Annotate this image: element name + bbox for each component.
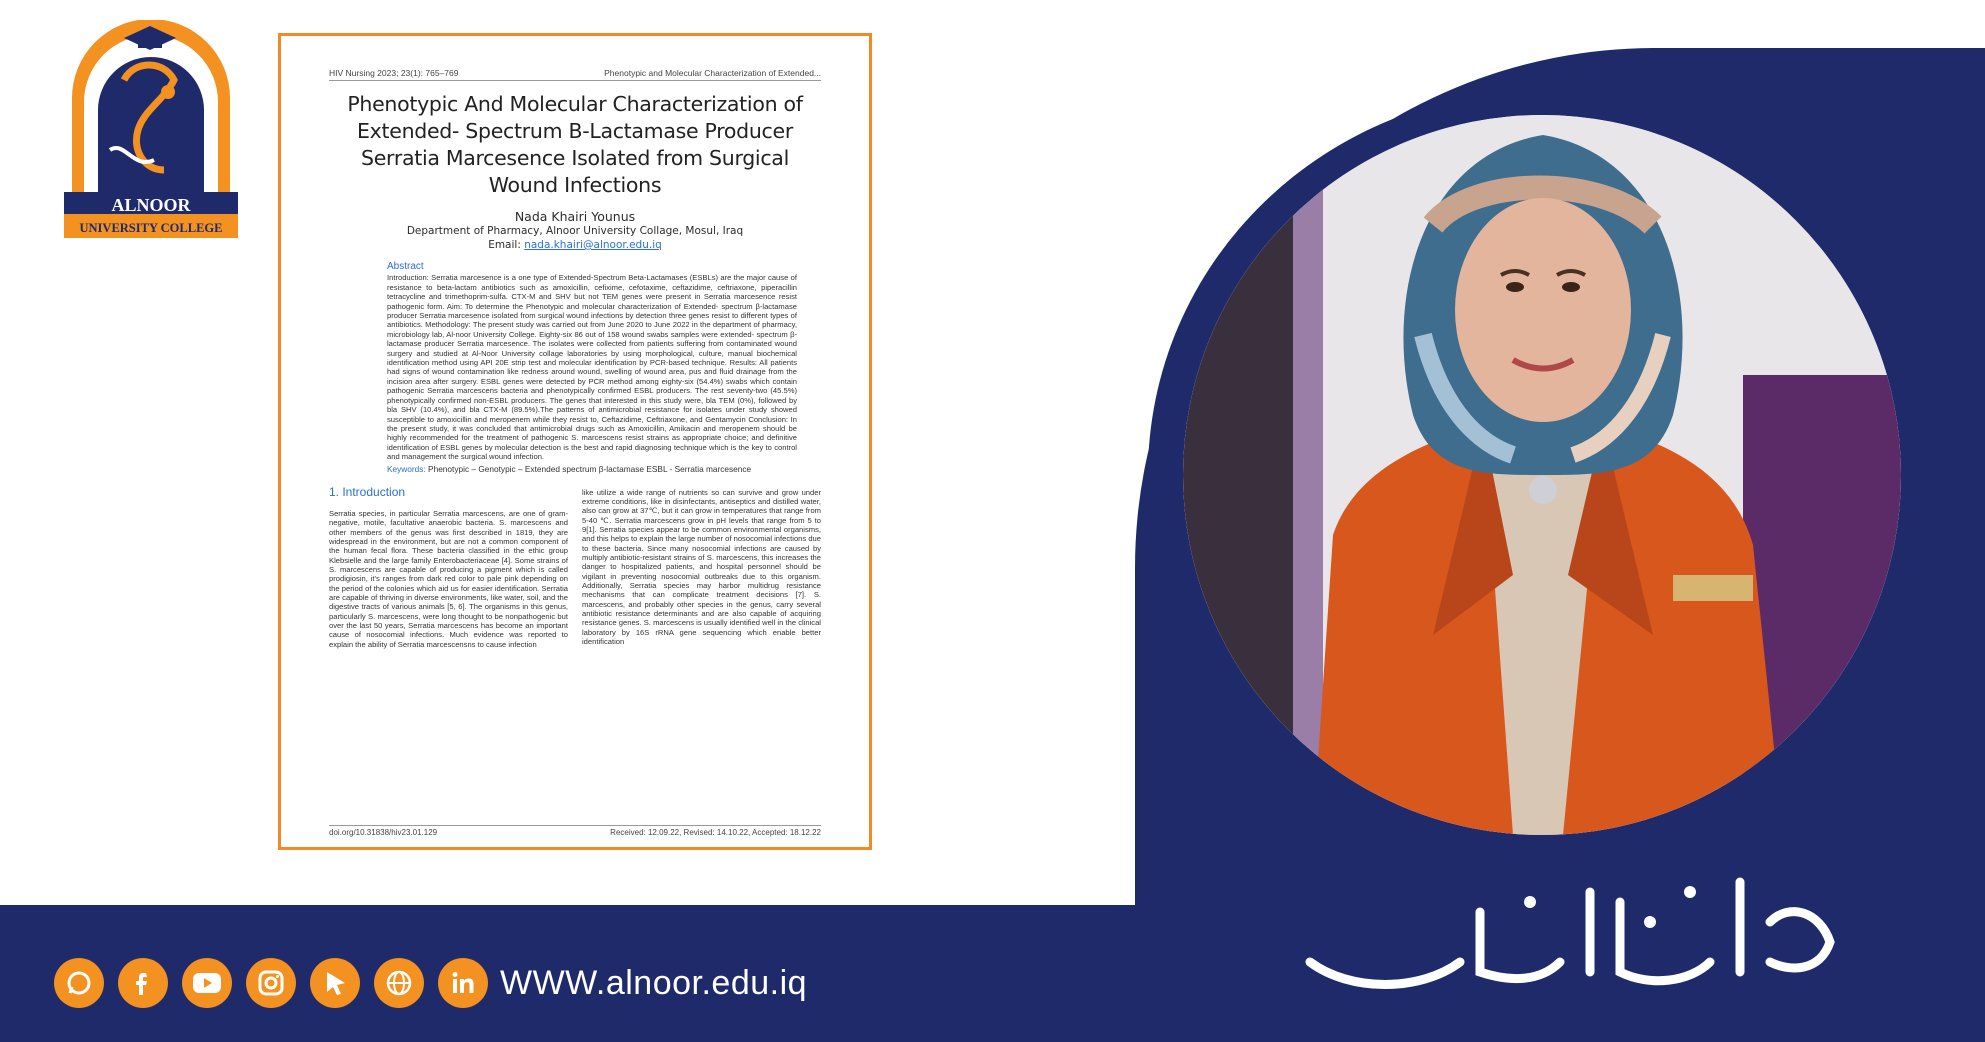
body-column-left [329,484,568,650]
abstract-heading: Abstract [387,261,424,272]
journal-ref: HIV Nursing 2023; 23(1): 765–769 [329,68,459,78]
abstract-block [387,262,797,462]
instagram-icon[interactable] [246,958,296,1008]
body-column-right: like utilize a wide range of nutrients so can survive and grow under extreme conditions, like in disinfectants, antiseptics and distilled water, also can grow at 37℃, but it can grow in temperatures that range from 5-40 ℃. Serratia marcescens grow in pH levels that range from 5 to 9[1]. Serratia species appear to be common environmental organisms, and this helps to explain the large number of nosocomial infections due to these bacteria. Since many nosocomial infections are caused by multiply antibiotic-resistant strains of S. marcescens, this increases the danger to hospitalized patients, and hospital personnel should be vigilant in preventing nosocomial outbreaks due to this organism. Additionally, Serratia species may harbor multidrug resistance mechanisms that can complicate treatment decisions [7]. S. marcescens, and probably other species in the genus, carry several antibiotic resistance determinants and are also capable of acquiring resistance genes. S. marcescens is usually identified well in the clinical laboratory by 16S rRNA gene sequencing which enable better identification [582,487,821,647]
website-url[interactable]: WWW.alnoor.edu.iq [500,963,808,1002]
paper-title: Phenotypic And Molecular Characterization of Extended- Spectrum B-Lactamase Producer Serratia Marcesence Isolated from Surgical Wound Infections [347,92,803,197]
section-heading: 1. Introduction [329,484,406,499]
youtube-icon[interactable] [182,958,232,1008]
keywords-label: Keywords: [387,463,426,474]
email-label: Email: [488,239,521,251]
whatsapp-icon[interactable] [54,958,104,1008]
body-columns [329,484,821,650]
paper-affiliation: Department of Pharmacy, Alnoor University Collage, Mosul, Iraq [406,225,744,237]
paper-header [329,68,821,81]
social-icons [54,958,488,1008]
running-title: Phenotypic and Molecular Characterization of Extended... [604,68,821,78]
alnoor-logo [64,20,238,238]
received-dates: Received: 12.09.22, Revised: 14.10.22, Accepted: 18.12.22 [610,828,821,837]
paper-page [278,33,872,850]
author-portrait [1183,115,1901,835]
logo-name: ALNOOR [111,195,191,215]
keywords-block [387,464,797,474]
email-link[interactable]: nada.khairi@alnoor.edu.iq [524,239,662,251]
facebook-icon[interactable] [118,958,168,1008]
cursor-icon[interactable] [310,958,360,1008]
globe-icon[interactable] [374,958,424,1008]
abstract-text: Introduction: Serratia marcesence is a one type of Extended-Spectrum Beta-Lactamases (ESBLs) are the major cause of resistance to beta-lactam antibiotics such as amoxicillin, cefixime, cefotaxime, ceftazidime, ceftriaxone, piperacillin tetracycline and trimethoprim-sulfa. CTX-M and SHV but not TEM genes were present in Serratia marcesence resist pathogenic form. Aim: To determine the Phenotypic and molecular characterization of Extended- spectrum β-lactamase producer Serratia marcesence isolated from surgical wound infections by detection three genes resist to different types of antibiotics. Methodology: The present study was carried out from June 2020 to June 2022 in the department of pharmacy, microbiology lab, Al-noor University College. Eighty-six 86 out of 158 wound swabs samples were extended- spectrum β-lactamase producer Serratia marcesence. The isolates were collected from patients suffering from contaminated wound surgery and studied at Al-Noor University collage laboratories by using morphological, culture, manual biochemical identification method using API 20E strip test and molecular identification by PCR-based technique. Results: All patients had signs of wound contamination like redness around wound, swelling of wound area, pus and fluid drainage from the incision area after surgery. ESBL genes were detected by PCR method among eighty-six (54.4%) swabs which contain pathogenic Serratia marcescens bacteria and phenotypically confirmed ESBL producers. The rest seventy-two (45.5%) phenotypically confirmed non-ESBL producers. The genes that interested in this study were, bla TEM (0%), followed by bla SHV (10.4%), and bla CTX-M (89.5%).The patterns of antimicrobial resistance for isolates under study showed susceptible to amoxicillin and meropenem while they resist to, Ceftazidime, Ceftriaxone, and Gentamycin Conclusion: In the present study, it was concluded that antimicrobial drugs such as Amoxicillin, Amikacin and meropenem should be highly recommended for the treatment of pathogenic S. marcescens resist strains as appropriate choice; and definitive identification of ESBL genes by molecular detection is the best and rapid diagnosing technique which is the key to control and management the surgical wound infection. [387,273,797,462]
column-left-text: Serratia species, in particular Serratia marcescens, are one of gram-negative, motile, facultative anaerobic bacteria. S. marcescens and other members of the genus was first described in 1819, they are widespread in the environment, but are not a common component of the human fecal flora. These bacteria classified in the ethic group Klebsielle and the large family Enterobacteriaceae [4]. Some strains of S. marcescens are capable of producing a pigment which is called prodigiosin, it's ranges from dark red color to pale pink depending on the period of the colonies which aid us for easier identification. Serratia are capable of thriving in diverse environments, like water, soil, and the digestive tracts of various animals [5, 6]. The organisms in this genus, particularly S. marcescens, were long thought to be nonpathogenic but over the last 50 years, Serratia marcescens has become an important cause of nosocomial infections. Much evidence was reported to explain the ability of Serratia marcescensns to cause infection [329,508,568,649]
arabic-calligraphy [1290,862,1856,1012]
logo-subtitle: UNIVERSITY COLLEGE [79,221,223,235]
paper-footer [329,825,821,837]
linkedin-icon[interactable] [438,958,488,1008]
keywords-text: Phenotypic – Genotypic – Extended spectrum β-lactamase ESBL - Serratia marcesence [428,463,752,474]
doi: doi.org/10.31838/hiv23.01.129 [329,828,438,837]
paper-email-line [329,238,821,252]
paper-author: Nada Khairi Younus [514,209,636,224]
